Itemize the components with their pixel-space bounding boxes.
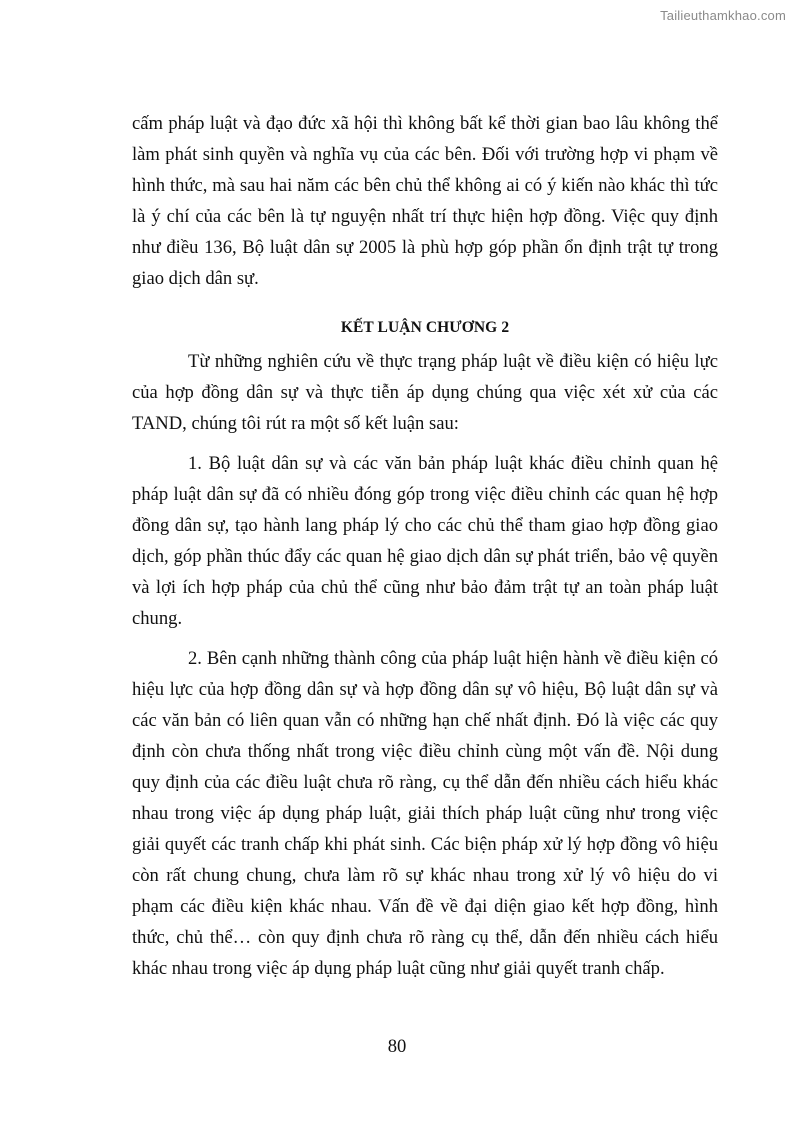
- paragraph-continued: cấm pháp luật và đạo đức xã hội thì không bất kể thời gian bao lâu không thể làm phát sinh quyền và nghĩa vụ của các bên. Đối với trường hợp vi phạm về hình thức, mà sau hai năm các bên chủ thể không ai có ý kiến nào khác thì tức là ý chí của các bên là tự nguyện nhất trí thực hiện hợp đồng. Việc quy định như điều 136, Bộ luật dân sự 2005 là phù hợp góp phần ổn định trật tự trong giao dịch dân sự.: [132, 113, 718, 289]
- section-heading: KẾT LUẬN CHƯƠNG 2: [340, 319, 510, 336]
- paragraph-point-2: 2. Bên cạnh những thành công của pháp luật hiện hành về điều kiện có hiệu lực của hợp đồng dân sự và hợp đồng dân sự vô hiệu, Bộ luật dân sự và các văn bản có liên quan vẫn có những hạn chế nhất định. Đó là việc các quy định còn chưa thống nhất trong việc điều chỉnh cùng một vấn đề. Nội dung quy định của các điều luật chưa rõ ràng, cụ thể dẫn đến nhiều cách hiểu khác nhau trong việc áp dụng pháp luật, giải thích pháp luật cũng như trong việc giải quyết các tranh chấp khi phát sinh. Các biện pháp xử lý hợp đồng vô hiệu còn rất chung chung, chưa làm rõ sự khác nhau trong xử lý vô hiệu do vi phạm các điều kiện khác nhau. Vấn đề về đại diện giao kết hợp đồng, hình thức, chủ thể… còn quy định chưa rõ ràng cụ thể, dẫn đến nhiều cách hiểu khác nhau trong việc áp dụng pháp luật cũng như giải quyết tranh chấp.: [132, 648, 718, 979]
- document-body: [132, 108, 718, 984]
- watermark: Tailieuthamkhao.com: [660, 8, 786, 23]
- page-number: 80: [387, 1036, 407, 1057]
- paragraph-intro: Từ những nghiên cứu về thực trạng pháp luật về điều kiện có hiệu lực của hợp đồng dân sự và thực tiễn áp dụng chúng qua việc xét xử của các TAND, chúng tôi rút ra một số kết luận sau:: [132, 351, 718, 434]
- paragraph-point-1: 1. Bộ luật dân sự và các văn bản pháp luật khác điều chỉnh quan hệ pháp luật dân sự đã có nhiều đóng góp trong việc điều chỉnh các quan hệ hợp đồng dân sự, tạo hành lang pháp lý cho các chủ thể tham giao hợp đồng giao dịch, góp phần thúc đẩy các quan hệ giao dịch dân sự phát triển, bảo vệ quyền và lợi ích hợp pháp của chủ thể cũng như bảo đảm trật tự an toàn pháp luật chung.: [132, 453, 718, 629]
